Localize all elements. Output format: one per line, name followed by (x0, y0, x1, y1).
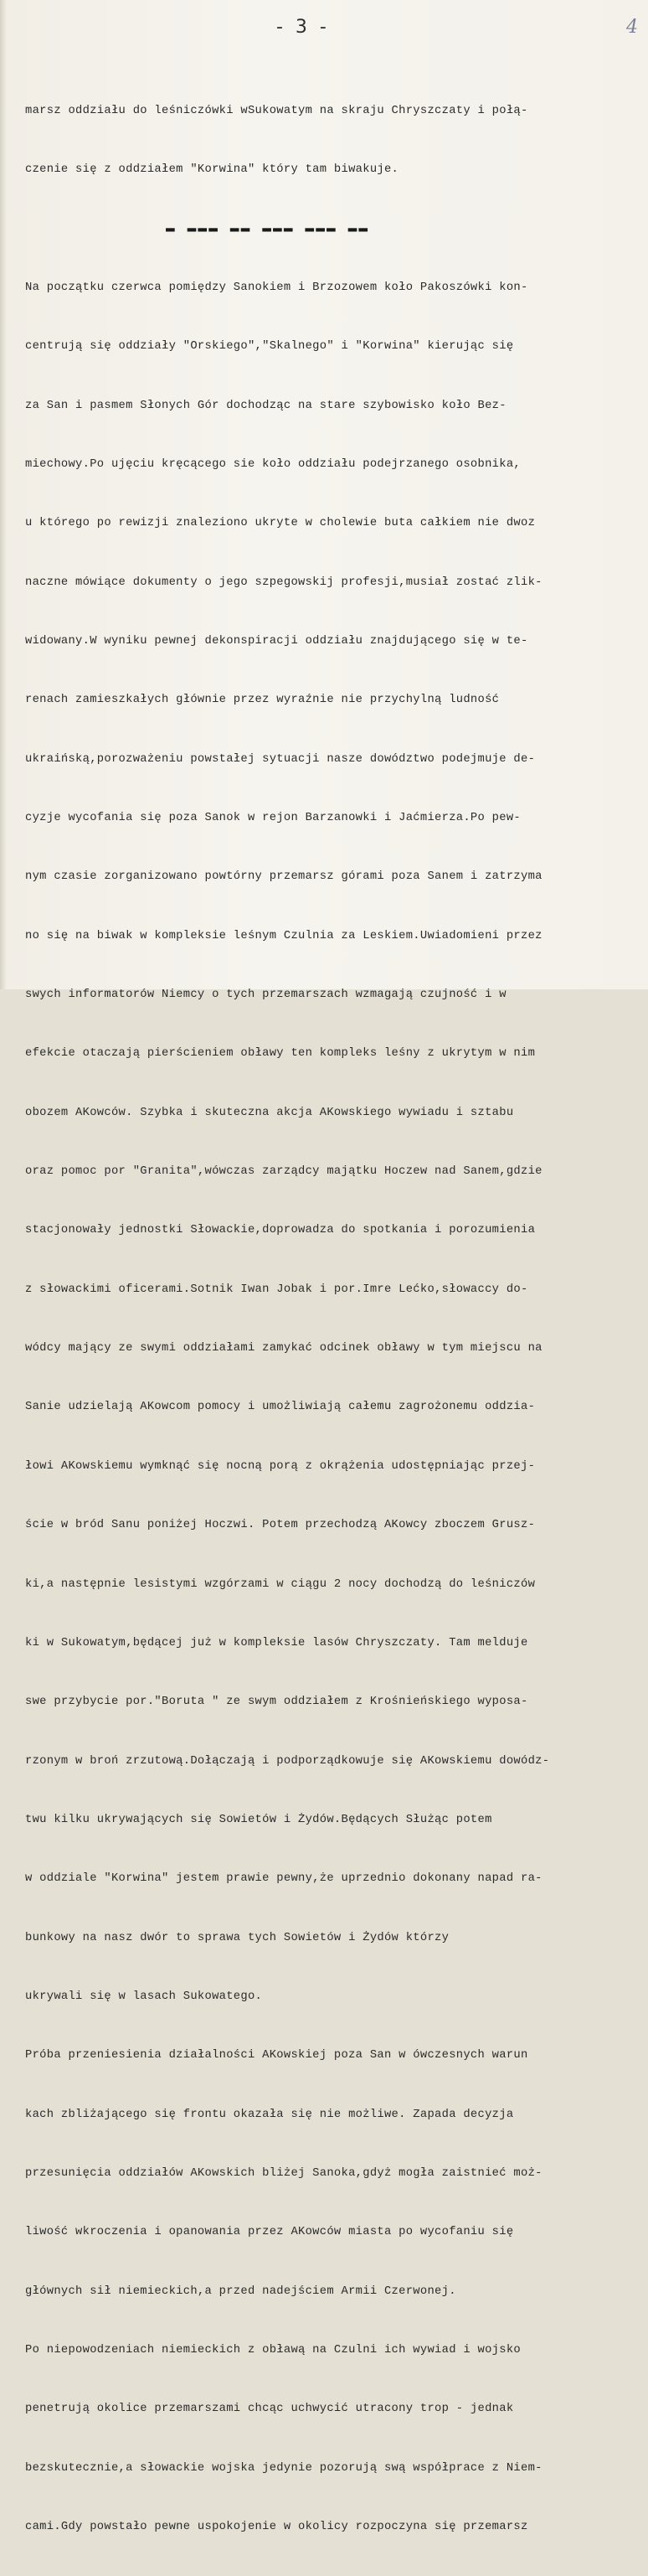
text-line: miechowy.Po ujęciu kręcącego sie koło oddziału podejrzanego osobnika, (25, 457, 521, 471)
text-line: liwość wkroczenia i opanowania przez AKowców miasta po wycofaniu się (25, 2226, 514, 2239)
text-line: ukrywali się w lasach Sukowatego. (25, 1990, 263, 2003)
text-line: ście w bród Sanu poniżej Hoczwi. Potem przechodzą AKowcy zboczem Grusz- (25, 1519, 536, 1532)
text-line: łowi AKowskiemu wymknąć się nocną porą z okrążenia udostępniając przej- (25, 1459, 536, 1473)
text-line: Sanie udzielają AKowcom pomocy i umożliwiają całemu zagrożonemu oddzia- (25, 1401, 536, 1414)
text-line: ukraińską,porozważeniu powstałej sytuacji nasze dowództwo podejmuje de- (25, 752, 536, 766)
text-line: nym czasie zorganizowano powtórny przemarsz górami poza Sanem i zatrzyma (25, 870, 543, 884)
text-line: efekcie otaczają pierścieniem obławy ten kompleks leśny z ukrytym w nim (25, 1047, 536, 1061)
text-line: cyzje wycofania się poza Sanok w rejon Barzanowki i Jaćmierza.Po pew- (25, 812, 521, 825)
text-line: w oddziale "Korwina" jestem prawie pewny,że uprzednio dokonany napad ra- (25, 1872, 543, 1886)
text-line: Próba przeniesienia działalności AKowskiej poza San w ówczesnych warun (25, 2049, 528, 2062)
text-line: bunkowy na nasz dwór to sprawa tych Sowietów i Żydów którzy (25, 1931, 450, 1944)
text-line: przesunięcia oddziałów AKowskich bliżej Sanoka,gdyż mogła zaistnieć moż- (25, 2166, 543, 2180)
text-line: głównych sił niemieckich,a przed nadejściem Armii Czerwonej. (25, 2284, 456, 2298)
typed-text-body (25, 62, 648, 2576)
text-line: stacjonowały jednostki Słowackie,doprowadza do spotkania i porozumienia (25, 1224, 536, 1237)
text-line: cami.Gdy powstało pewne uspokojenie w okolicy rozpoczyna się przemarsz (25, 2521, 528, 2533)
text-line: centrują się oddziały "Orskiego","Skalnego" i "Korwina" kierując się (25, 340, 514, 354)
text-line: rzonym w broń zrzutową.Dołączają i podporządkowuje się AKowskiemu dowódz- (25, 1754, 550, 1768)
text-line: kach zbliżającego się frontu okazała się nie możliwe. Zapada decyzja (25, 2108, 514, 2121)
text-line: penetrują okolice przemarszami chcąc uchwycić utracony trop - jednak (25, 2403, 514, 2416)
handwritten-page-mark: 4 (626, 17, 638, 38)
text-line: wódcy mający ze swymi oddziałami zamykać odcinek obławy w tym miejscu na (25, 1342, 543, 1355)
separator-dashes: ▬ ▬▬▬ ▬▬ ▬▬▬ ▬▬▬ ▬▬ (166, 219, 370, 237)
text-line: za San i pasmem Słonych Gór dochodząc na stare szybowisko koło Bez- (25, 399, 507, 412)
text-line: swe przybycie por."Boruta " ze swym oddziałem z Krośnieńskiego wyposa- (25, 1696, 528, 1709)
text-line: ki,a następnie lesistymi wzgórzami w ciągu 2 nocy dochodzą do leśniczów (25, 1577, 536, 1591)
text-line: z słowackimi oficerami.Sotnik Iwan Jobak i por.Imre Lećko,słowaccy do- (25, 1283, 528, 1296)
text-line: u którego po rewizji znaleziono ukryte w cholewie buta całkiem nie dwoz (25, 517, 536, 530)
page-fold-shadow (0, 0, 7, 989)
text-line: swych informatorów Niemcy o tych przemarszach wzmagają czujność i w (25, 989, 507, 1002)
text-line: czenie się z oddziałem "Korwina" który tam biwakuje. (25, 163, 399, 177)
text-line: twu kilku ukrywających się Sowietów i Żydów.Będących Służąc potem (25, 1813, 492, 1826)
text-line: ki w Sukowatym,będącej już w kompleksie lasów Chryszczaty. Tam melduje (25, 1636, 528, 1649)
text-line: marsz oddziału do leśniczówki wSukowatym na skraju Chryszczaty i połą- (25, 104, 528, 117)
text-line: bezskutecznie,a słowackie wojska jedynie pozorują swą współprace z Niem- (25, 2461, 543, 2475)
page-number: - 3 - (276, 17, 330, 38)
text-line: Na początku czerwca pomiędzy Sanokiem i Brzozowem koło Pakoszówki kon- (25, 281, 528, 294)
text-line: widowany.W wyniku pewnej dekonspiracji oddziału znajdującego się w te- (25, 635, 528, 648)
text-line: no się na biwak w kompleksie leśnym Czulnia za Leskiem.Uwiadomieni przez (25, 929, 543, 942)
text-line: naczne mówiące dokumenty o jego szpegowskij profesji,musiał zostać zlik- (25, 576, 543, 589)
text-line: renach zamieszkałych głównie przez wyraźnie nie przychylną ludność (25, 694, 500, 707)
text-line: oraz pomoc por "Granita",wówczas zarządcy majątku Hoczew nad Sanem,gdzie (25, 1165, 543, 1179)
text-line: Po niepowodzeniach niemieckich z obławą na Czulni ich wywiad i wojsko (25, 2343, 521, 2357)
text-line: obozem AKowców. Szybka i skuteczna akcja AKowskiego wywiadu i sztabu (25, 1106, 514, 1119)
